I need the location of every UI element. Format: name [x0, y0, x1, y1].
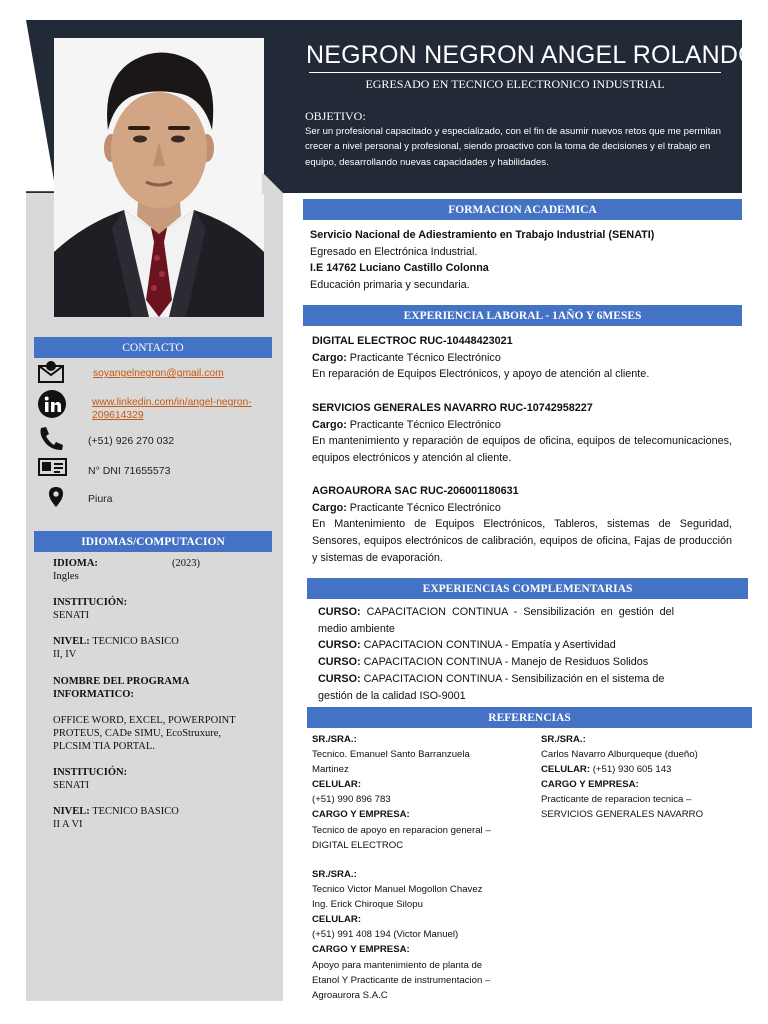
- contact-heading: CONTACTO: [34, 337, 272, 358]
- languages-heading: IDIOMAS/COMPUTACION: [34, 531, 272, 552]
- course-name: CAPACITACION CONTINUA - Manejo de Residuos Solidos: [360, 656, 649, 669]
- job-cargo: Practicante Técnico Electrónico: [346, 418, 501, 431]
- ref-sr-label: SR./SRA.:: [312, 734, 357, 745]
- institution-value: SENATI: [53, 779, 90, 791]
- ref-name-2: Ing. Erick Chiroque Silopu: [312, 899, 423, 911]
- institution-block-1: [53, 597, 263, 623]
- ref-phone-label: CELULAR:: [541, 764, 591, 776]
- program-list: [53, 715, 263, 753]
- level-value: TECNICO BASICO: [89, 636, 179, 647]
- job-company: SERVICIOS GENERALES NAVARRO RUC-10742958227: [312, 402, 593, 414]
- id-card-icon: [36, 457, 68, 477]
- level-value: TECNICO BASICO: [89, 806, 179, 817]
- ref-name: Tecnico Victor Manuel Mogollon Chavez: [312, 884, 483, 896]
- ref-phone: (+51) 991 408 194 (Victor Manuel): [312, 929, 459, 941]
- program-line: PROTEUS, CADe SIMU, EcoStruxure,: [53, 727, 221, 739]
- ref-phone-label: CELULAR:: [312, 779, 362, 791]
- job-cargo-label: Cargo:: [312, 501, 347, 514]
- ref-sr-label: SR./SRA.:: [312, 869, 357, 880]
- level-detail: II, IV: [53, 648, 77, 660]
- ref-cargo: Tecnico de apoyo en reparacion general – DIGITAL ELECTROC: [312, 824, 491, 851]
- ref-phone-label: CELULAR:: [312, 914, 362, 926]
- course-name: CAPACITACION CONTINUA - Empatía y Asertividad: [360, 639, 616, 652]
- linkedin-link-line1: www.linkedin.com/in/angel-negron-: [92, 397, 252, 408]
- job-entry: [312, 333, 732, 383]
- experience-heading: EXPERIENCIA LABORAL - 1AÑO Y 6MESES: [303, 305, 742, 326]
- job-entry: [312, 400, 732, 467]
- education-heading: FORMACION ACADEMICA: [303, 199, 742, 220]
- courses-list: [318, 604, 674, 704]
- phone-icon: [36, 425, 66, 451]
- linkedin-link[interactable]: [92, 396, 252, 422]
- ref-cargo: Practicante de reparacion tecnica – SERVICIOS GENERALES NAVARRO: [541, 794, 704, 821]
- program-label-2: INFORMATICO:: [53, 688, 134, 700]
- program-block: [53, 676, 263, 702]
- education-section: [310, 227, 738, 294]
- level-label: NIVEL:: [53, 636, 90, 647]
- course-name: CAPACITACION CONTINUA - Sensibilización en gestión del medio ambiente: [318, 606, 674, 635]
- job-entry: [312, 483, 732, 567]
- job-cargo-label: Cargo:: [312, 351, 347, 364]
- institution-label: INSTITUCIÓN:: [53, 597, 128, 608]
- level-detail: II A VI: [53, 818, 83, 830]
- ref-cargo: Apoyo para mantenimiento de planta de Etanol Y Practicante de instrumentacion – Agroaurora S.A.C: [312, 959, 491, 1001]
- language-label: IDIOMA:: [53, 558, 98, 569]
- city: Piura: [88, 493, 113, 505]
- job-cargo-label: Cargo:: [312, 418, 347, 431]
- job-company: AGROAURORA SAC RUC-206001180631: [312, 485, 519, 497]
- program-line: PLCSIM TIA PORTAL.: [53, 740, 155, 752]
- phone-number: (+51) 926 270 032: [88, 435, 175, 447]
- job-cargo: Practicante Técnico Electrónico: [346, 501, 501, 514]
- location-pin-icon: [48, 486, 64, 508]
- ref-name: Carlos Navarro Alburqueque (dueño): [541, 749, 698, 761]
- language-year: (2023): [172, 558, 200, 569]
- level-label: NIVEL:: [53, 806, 90, 817]
- education-school: Servicio Nacional de Adiestramiento en Trabajo Industrial (SENATI): [310, 229, 655, 241]
- job-description: En mantenimiento y reparación de equipos de oficina, equipos de telecomunicaciones, equipos electrónicos y atención al cliente.: [312, 435, 732, 465]
- courses-heading: EXPERIENCIAS COMPLEMENTARIAS: [307, 578, 748, 599]
- program-label: NOMBRE DEL PROGRAMA: [53, 676, 190, 687]
- job-company: DIGITAL ELECTROC RUC-10448423021: [312, 335, 513, 347]
- dni-number: N° DNI 71655573: [88, 465, 171, 477]
- ref-phone: (+51) 930 605 143: [590, 764, 672, 776]
- job-cargo: Practicante Técnico Electrónico: [346, 351, 501, 364]
- divider: [26, 191, 56, 192]
- course-label: CURSO:: [318, 606, 361, 618]
- email-link[interactable]: soyangelnegron@gmail.com: [93, 368, 224, 379]
- level-block-1: [53, 636, 263, 662]
- institution-block-2: [53, 767, 263, 793]
- job-description: En reparación de Equipos Electrónicos, y apoyo de atención al cliente.: [312, 368, 650, 381]
- ref-phone: (+51) 990 896 783: [312, 794, 391, 806]
- reference-entry: [312, 732, 506, 853]
- language-value: Ingles: [53, 570, 79, 582]
- level-block-2: [53, 806, 263, 832]
- ref-name: Tecnico. Emanuel Santo Barranzuela Martinez: [312, 749, 470, 776]
- language-block: [53, 558, 263, 584]
- course-item: [318, 654, 674, 671]
- linkedin-icon: [36, 389, 68, 419]
- candidate-title: EGRESADO EN TECNICO ELECTRONICO INDUSTRIAL: [365, 77, 665, 91]
- name-underline: [309, 72, 721, 73]
- education-school-2: I.E 14762 Luciano Castillo Colonna: [310, 262, 489, 275]
- references-heading: REFERENCIAS: [307, 707, 752, 728]
- linkedin-link-line2: 209614329: [92, 410, 144, 421]
- reference-entry: [312, 867, 508, 1003]
- course-label: CURSO:: [318, 672, 361, 685]
- candidate-name: NEGRON NEGRON ANGEL ROLANDO: [306, 41, 758, 69]
- course-item: [318, 604, 674, 637]
- course-item: [318, 671, 674, 704]
- objective-text: Ser un profesional capacitado y especializado, con el fin de asumir nuevos retos que me permitan crecer a nivel personal y profesional, siendo proactivo con la toma de decisiones y el trabajo en equipo, desarrollando nuevas capacidades y habilidades.: [305, 126, 721, 168]
- ref-cargo-label: CARGO Y EMPRESA:: [312, 944, 410, 956]
- course-label: CURSO:: [318, 639, 361, 652]
- course-label: CURSO:: [318, 656, 361, 669]
- course-name: CAPACITACION CONTINUA - Sensibilización en el sistema de gestión de la calidad ISO-9001: [318, 672, 665, 702]
- ref-cargo-label: CARGO Y EMPRESA:: [541, 779, 639, 791]
- ref-cargo-label: CARGO Y EMPRESA:: [312, 809, 410, 821]
- email-icon: [36, 360, 66, 384]
- education-degree: Egresado en Electrónica Industrial.: [310, 245, 478, 258]
- ref-sr-label: SR./SRA.:: [541, 734, 586, 745]
- institution-label: INSTITUCIÓN:: [53, 767, 128, 778]
- program-line: OFFICE WORD, EXCEL, POWERPOINT: [53, 715, 236, 726]
- course-item: [318, 637, 674, 654]
- objective-title: OBJETIVO:: [305, 109, 366, 123]
- profile-photo: [54, 38, 264, 317]
- education-degree-2: Educación primaria y secundaria.: [310, 279, 470, 292]
- job-description: En Mantenimiento de Equipos Electrónicos, Tableros, sistemas de Seguridad, Sensores, equipos electrónicos de calibración, equipos de oficina, Fajas de producción y sistemas de evaporación.: [312, 518, 732, 564]
- institution-value: SENATI: [53, 609, 90, 621]
- reference-entry: [541, 732, 711, 823]
